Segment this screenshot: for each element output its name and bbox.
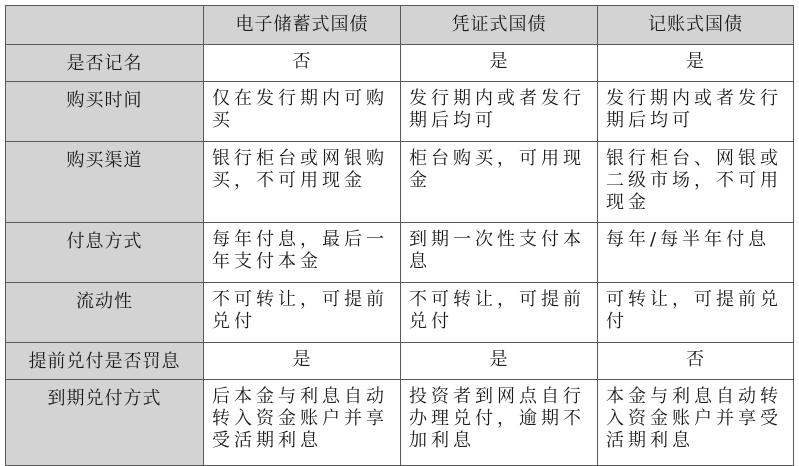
table-cell: 是 (598, 45, 794, 82)
table-row (6, 142, 794, 223)
table-row (6, 343, 794, 380)
table-row (6, 380, 794, 466)
table-cell: 是 (204, 343, 401, 380)
table-cell: 是 (401, 45, 598, 82)
table-cell: 每年付息，最后一年支付本金 (204, 223, 401, 283)
table-cell: 可转让，可提前兑付 (598, 283, 794, 343)
row-label: 到期兑付方式 (6, 380, 204, 466)
table-cell: 后本金与利息自动转入资金账户并享受活期利息 (204, 380, 401, 466)
header-book-entry-bond: 记账式国债 (598, 6, 794, 45)
table-row (6, 283, 794, 343)
table-cell: 银行柜台或网银购买，不可用现金 (204, 142, 401, 223)
row-label: 是否记名 (6, 45, 204, 82)
table-cell: 发行期内或者发行期后均可 (401, 82, 598, 142)
table-cell: 不可转让，可提前兑付 (401, 283, 598, 343)
table-cell: 仅在发行期内可购买 (204, 82, 401, 142)
header-electronic-savings-bond: 电子储蓄式国债 (204, 6, 401, 45)
row-label: 流动性 (6, 283, 204, 343)
row-label: 购买渠道 (6, 142, 204, 223)
bond-comparison-table (5, 5, 794, 466)
header-row (6, 6, 794, 45)
header-certificate-bond: 凭证式国债 (401, 6, 598, 45)
table-row (6, 45, 794, 82)
table-cell: 不可转让，可提前兑付 (204, 283, 401, 343)
comparison-table-container (5, 5, 793, 466)
header-corner-cell (6, 6, 204, 45)
table-cell: 每年/每半年付息 (598, 223, 794, 283)
table-cell: 柜台购买，可用现金 (401, 142, 598, 223)
table-cell: 银行柜台、网银或二级市场，不可用现金 (598, 142, 794, 223)
table-cell: 否 (598, 343, 794, 380)
table-cell: 到期一次性支付本息 (401, 223, 598, 283)
table-cell: 本金与利息自动转入资金账户并享受活期利息 (598, 380, 794, 466)
row-label: 购买时间 (6, 82, 204, 142)
table-cell: 是 (401, 343, 598, 380)
row-label: 付息方式 (6, 223, 204, 283)
table-row (6, 223, 794, 283)
row-label: 提前兑付是否罚息 (6, 343, 204, 380)
table-cell: 投资者到网点自行办理兑付，逾期不加利息 (401, 380, 598, 466)
table-cell: 发行期内或者发行期后均可 (598, 82, 794, 142)
table-row (6, 82, 794, 142)
table-cell: 否 (204, 45, 401, 82)
